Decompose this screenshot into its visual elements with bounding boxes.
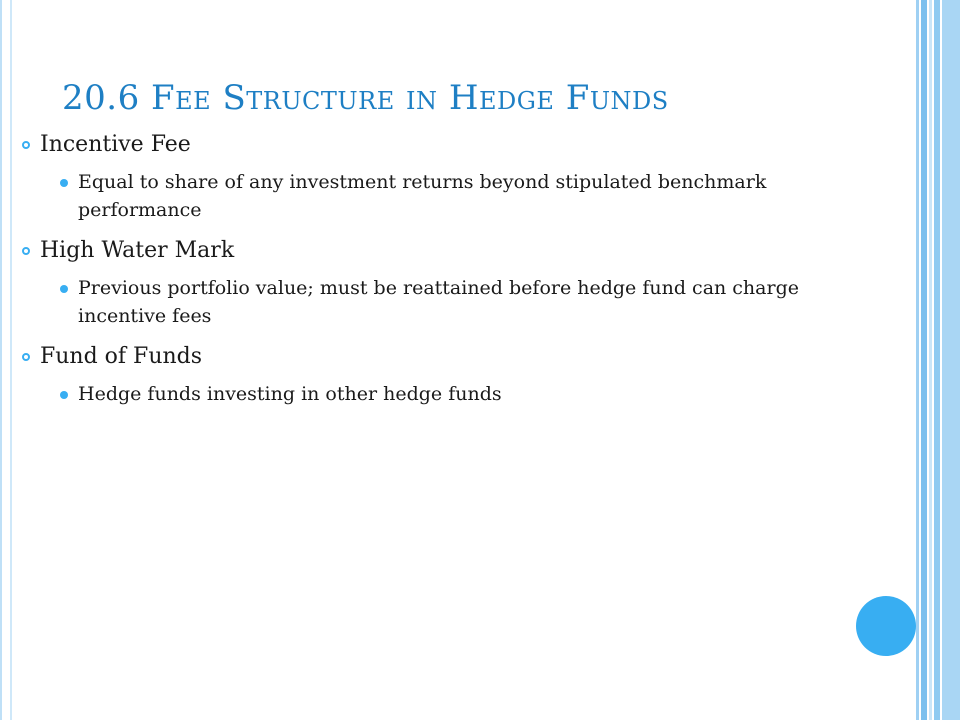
decorative-circle: [856, 596, 916, 656]
slide-title: 20.6 Fee Structure in Hedge Funds: [62, 78, 669, 118]
ring-bullet-icon: [22, 141, 30, 149]
dot-bullet-icon: [60, 179, 68, 187]
dot-bullet-icon: [60, 285, 68, 293]
bullet-item-high-water-mark: [22, 236, 902, 266]
sub-bullet-text: Previous portfolio value; must be reattained before hedge fund can charge incentive fees: [78, 277, 799, 327]
dot-bullet-icon: [60, 391, 68, 399]
bullet-item-fund-of-funds: [22, 342, 902, 372]
bullet-heading: High Water Mark: [40, 238, 235, 263]
left-frame-inner-line: [10, 0, 12, 720]
right-decor-stripe: [921, 0, 927, 720]
right-decor-stripe: [929, 0, 932, 720]
sub-bullet-item: [22, 274, 868, 330]
bullet-heading: Incentive Fee: [40, 132, 191, 157]
right-decor-stripe: [934, 0, 940, 720]
bullet-list: [22, 130, 902, 408]
sub-bullet-text: Hedge funds investing in other hedge funds: [78, 383, 502, 405]
ring-bullet-icon: [22, 247, 30, 255]
left-frame-line: [0, 0, 2, 720]
sub-bullet-item: [22, 168, 868, 224]
bullet-heading: Fund of Funds: [40, 344, 203, 369]
bullet-item-incentive-fee: [22, 130, 902, 160]
ring-bullet-icon: [22, 353, 30, 361]
right-decor-stripe: [942, 0, 960, 720]
right-decor-stripe: [916, 0, 919, 720]
sub-bullet-item: [22, 380, 868, 408]
sub-bullet-text: Equal to share of any investment returns beyond stipulated benchmark performance: [78, 171, 767, 221]
